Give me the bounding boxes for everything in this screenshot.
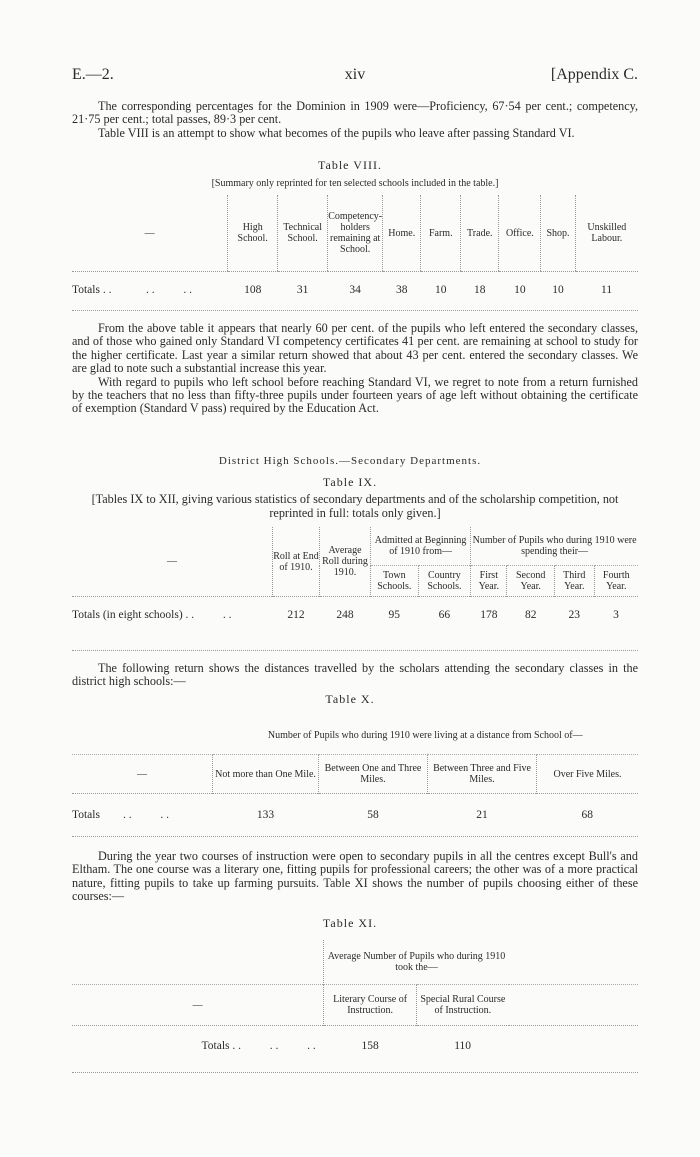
table-row bbox=[72, 597, 638, 634]
table11-title: Table XI. bbox=[322, 916, 378, 930]
table10-bottom-rule bbox=[72, 836, 638, 837]
table9-col-first-year: First Year. bbox=[471, 566, 507, 597]
table8-stub: — bbox=[72, 195, 228, 272]
table10-col-one-three: Between One and Three Miles. bbox=[319, 755, 428, 794]
table-viii bbox=[72, 195, 638, 308]
table10-row-label: Totals . . . . bbox=[72, 794, 213, 837]
table8-bottom-rule bbox=[72, 310, 638, 311]
table11-stub: — bbox=[72, 985, 324, 1026]
table10-col-over-five: Over Five Miles. bbox=[537, 755, 639, 794]
distance-intro bbox=[72, 662, 638, 689]
table-x bbox=[72, 716, 638, 836]
table9-col-admitted: Admitted at Beginning of 1910 from— bbox=[371, 527, 471, 566]
paragraph-exemption: With regard to pupils who left school before reaching Standard VI, we regret to note from a return furnished by the teachers that no less than fifty-three pupils under fourteen years of age left without obtaining the certificate of exemption (Standard V pass) required by the Education Act. bbox=[72, 374, 638, 416]
table10-value: 133 bbox=[213, 794, 319, 837]
table8-value: 10 bbox=[435, 283, 447, 296]
table9-col-country: Country Schools. bbox=[418, 566, 471, 597]
table-row bbox=[72, 794, 638, 837]
table9-value: 23 bbox=[555, 597, 595, 634]
table9-note: [Tables IX to XII, giving various statistics of secondary departments and of the scholarship competition, not reprinted in full: totals only given.] bbox=[91, 492, 619, 520]
table8-value: 10 bbox=[514, 283, 526, 296]
table9-col-second-year: Second Year. bbox=[507, 566, 555, 597]
table9-bottom-rule bbox=[72, 650, 638, 651]
table11-col-rural: Special Rural Course of Instruction. bbox=[416, 985, 508, 1026]
table8-col-home: Home. bbox=[383, 195, 421, 272]
table10-col-one-mile: Not more than One Mile. bbox=[213, 755, 319, 794]
table10-col-three-five: Between Three and Five Miles. bbox=[428, 755, 537, 794]
table-row bbox=[72, 272, 638, 309]
table9-value: 95 bbox=[371, 597, 419, 634]
table8-value: 108 bbox=[244, 283, 262, 296]
table9-col-number: Number of Pupils who during 1910 were spending their— bbox=[471, 527, 638, 566]
paragraph-percentages: The corresponding percentages for the Dominion in 1909 were—Proficiency, 67·54 per cent.; competency, 21·75 per cent.; total passes, 89·3 per cent. bbox=[72, 99, 638, 127]
table9-value: 212 bbox=[273, 597, 320, 634]
table11-row-label: Totals . . . . . . bbox=[72, 1026, 324, 1067]
table8-value: 10 bbox=[552, 283, 564, 296]
courses-text bbox=[72, 850, 638, 904]
table-ix bbox=[72, 527, 638, 633]
table9-row-label: Totals (in eight schools) . . . . bbox=[72, 597, 273, 634]
table10-spacer bbox=[72, 716, 213, 755]
table11-value: 110 bbox=[416, 1026, 508, 1067]
table9-stub: — bbox=[167, 556, 177, 567]
table11-bottom-rule bbox=[72, 1072, 638, 1073]
table8-col-trade: Trade. bbox=[461, 195, 499, 272]
table8-col-office: Office. bbox=[499, 195, 541, 272]
header-left: E.—2. bbox=[72, 66, 114, 83]
table9-title: Table IX. bbox=[322, 475, 378, 489]
table-row bbox=[72, 1026, 638, 1067]
section-heading: District High Schools.—Secondary Departments. bbox=[218, 455, 482, 467]
table11-col-literary: Literary Course of Instruction. bbox=[324, 985, 417, 1026]
table10-value: 21 bbox=[428, 794, 537, 837]
table9-col-fourth-year: Fourth Year. bbox=[594, 566, 638, 597]
table8-col-competency: Competency-holders remaining at School. bbox=[328, 195, 383, 272]
header-page-number: xiv bbox=[344, 66, 366, 83]
table8-row-label: Totals . . . . . . bbox=[72, 283, 192, 296]
table11-spacer bbox=[72, 940, 324, 985]
table9-col-average: Average Roll during 1910. bbox=[320, 527, 371, 597]
table9-value: 248 bbox=[320, 597, 371, 634]
table10-span-header: Number of Pupils who during 1910 were living at a distance from School of— bbox=[267, 729, 583, 741]
table8-value: 11 bbox=[601, 283, 613, 296]
table8-note: [Summary only reprinted for ten selected schools included in the table.] bbox=[211, 178, 499, 189]
table11-span-header: Average Number of Pupils who during 1910 took the— bbox=[324, 940, 509, 985]
table9-value: 66 bbox=[418, 597, 471, 634]
discussion-text bbox=[72, 322, 638, 416]
paragraph-table8-intro: Table VIII is an attempt to show what becomes of the pupils who leave after passing Standard VI. bbox=[98, 125, 575, 140]
table11-spacer-right bbox=[509, 940, 638, 985]
table9-col-roll: Roll at End of 1910. bbox=[273, 527, 320, 597]
table8-value: 18 bbox=[474, 283, 486, 296]
paragraph-secondary-classes: From the above table it appears that nearly 60 per cent. of the pupils who left entered the secondary classes, and of those who gained only Standard VI competency certificates 41 per cent. are remaining at school to study for the higher certificate. Last year a similar return showed that about 43 per cent. entered the secondary classes. We are glad to note such a substantial increase this year. bbox=[72, 321, 638, 376]
paragraph-courses: During the year two courses of instruction were open to secondary pupils in all the centres except Bull's and Eltham. The one course was a literary one, fitting pupils for professional careers; the other was of a more practical nature, fitting pupils to take up farming pursuits. Table XI shows the number of pupils choosing either of these courses:— bbox=[72, 849, 638, 904]
table10-value: 68 bbox=[537, 794, 639, 837]
table8-title: Table VIII. bbox=[318, 158, 382, 172]
table8-col-unskilled: Unskilled Labour. bbox=[575, 195, 638, 272]
table9-note-block bbox=[72, 492, 638, 520]
table8-col-technical: Technical School. bbox=[278, 195, 328, 272]
table9-value: 178 bbox=[471, 597, 507, 634]
table8-value: 38 bbox=[395, 283, 408, 296]
table9-col-third-year: Third Year. bbox=[555, 566, 595, 597]
table11-value: 158 bbox=[324, 1026, 417, 1067]
table8-col-high-school: High School. bbox=[228, 195, 278, 272]
table8-value: 31 bbox=[296, 283, 309, 296]
table11-spacer-right-2 bbox=[509, 985, 638, 1026]
table-xi bbox=[72, 940, 638, 1066]
intro-text bbox=[72, 100, 638, 140]
table10-title: Table X. bbox=[325, 692, 375, 706]
paragraph-distances: The following return shows the distances travelled by the scholars attending the secondary classes in the district high schools:— bbox=[72, 661, 638, 689]
table10-value: 58 bbox=[319, 794, 428, 837]
table8-col-shop: Shop. bbox=[541, 195, 575, 272]
table9-value: 82 bbox=[507, 597, 555, 634]
table8-value: 34 bbox=[349, 283, 361, 296]
page-header bbox=[72, 66, 638, 86]
header-right: [Appendix C. bbox=[550, 66, 638, 83]
table9-col-town: Town Schools. bbox=[371, 566, 419, 597]
table10-stub: — bbox=[72, 755, 213, 794]
table11-empty bbox=[509, 1026, 638, 1067]
table9-value: 3 bbox=[594, 597, 638, 634]
table8-col-farm: Farm. bbox=[421, 195, 461, 272]
